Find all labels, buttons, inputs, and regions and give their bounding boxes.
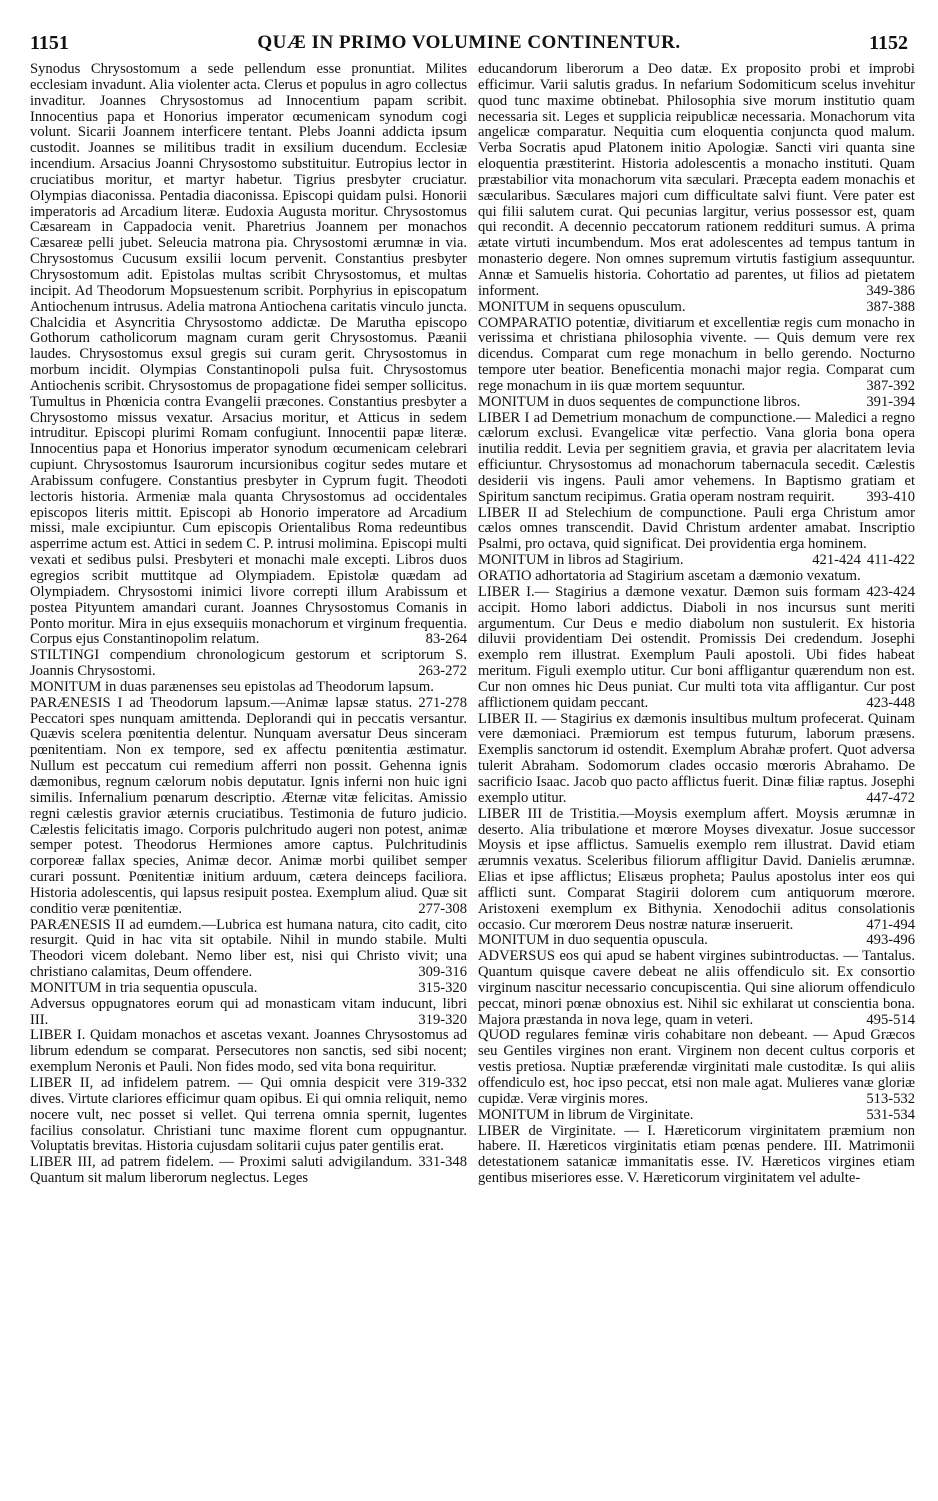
index-entry [478, 411, 915, 506]
entry-text: PARÆNESIS II ad eumdem.—Lubrica est humana natura, cito cadit, cito resurgit. Quid in hac vita sit optabile. Nihil in mundo stabile. Multi Theodori vicem dolebant. Nemo liber est, nisi qui Christo vivit; una christiano calamitas, Deum offendere. [30, 916, 467, 981]
entry-pages: 319-332 [418, 1075, 467, 1091]
entry-pages: 423-448 [866, 694, 915, 711]
page-header [0, 0, 938, 54]
entry-text: MONITUM in duas parænenses seu epistolas ad Theodorum lapsum. [30, 678, 434, 695]
index-entry [478, 933, 915, 949]
entry-pages: 331-348 [418, 1154, 467, 1171]
index-entry [478, 553, 915, 569]
index-entry [478, 807, 915, 934]
entry-pages: 393-410 [866, 488, 915, 505]
entry-pages: 277-308 [418, 900, 467, 917]
entry-text: QUOD regulares feminæ viris cohabitare non debeant. — Apud Græcos seu Gentiles virgines non erant. Virginem non decent cultus corporis et vestis pretiosa. Nuptiæ præferendæ virginitati male custoditæ. Is qui aliis offendiculo est, hoc ipso peccat, etsi non male agat. Mulieres vanæ gloriæ cupidæ. Veræ virginis mores. [478, 1027, 915, 1107]
entry-text: LIBER II, ad infidelem patrem. — Qui omnia despicit vere dives. Virtute clariores efficimur quam opibus. Ei qui omnia reliquit, nemo nocere vult, nec posset si vellet. Qui terrena omnia spernit, lugentes facilius consolatur. Christiani tunc maxime florent cum oppugnantur. Voluptatis brevitas. Historia cujusdam solitarii cujus pater gentilis erat. [30, 1075, 467, 1155]
entry-text: LIBER III de Tristitia.—Moysis exemplum affert. Moysis ærumnæ in deserto. Alia tribulatione et mœrore Moyses divexatur. Josue successor Moysis et ipse afflictus. Samuelis exemplo rem illustrat. David etiam ærumnis vexatus. Sceleribus filiorum affligitur David. Danielis ærumnæ. Elias et ipse afflictus; Elisæus propheta; Paulus apostolus inter eos qui afflicti sunt. Comparat Stagirii dolorem cum antiquorum mœrore. Aristoxeni exemplum ex Bithynia. Xenodochii aditus consolationis occasio. Cur mœrorem Deus nostræ naturæ inseruerit. [478, 805, 915, 933]
entry-text: Adversus oppugnatores eorum qui ad monasticam vitam inducunt, libri III. [30, 995, 467, 1028]
entry-text: LIBER de Virginitate. — I. Hæreticorum virginitatem præmium non habere. II. Hæreticos virginitatis etiam pœnas pendere. III. Matrimonii detestationem satanicæ immanitatis esse. IV. Hæreticos virgines etiam gentibus miseriores esse. V. Hæreticorum virginitatem vel adulte- [478, 1122, 915, 1187]
index-entry [478, 585, 915, 712]
entry-pages: 421-424 [812, 552, 861, 569]
entry-pages: 513-532 [866, 1090, 915, 1107]
right-column [478, 62, 915, 1187]
index-entry [30, 678, 467, 711]
entry-text: LIBER II. — Stagirius ex dæmonis insultibus multum profecerat. Quinam vere dæmoniaci. Præmiorum est tempus futurum, laborum præsens. Exemplis sanctorum id ostendit. Exemplum Abrahæ profert. Quot adversa tulerit Abraham. Sodomorum clades occasio mœroris Abrahamo. De sacrificio Isaac. Jacob quo pacto afflictus fuerit. Dinæ filiæ raptus. Josephi exemplo utitur. [478, 710, 915, 806]
entry-text: MONITUM in duo sequentia opuscula. [478, 932, 708, 949]
entry-pages: 387-388 [866, 298, 915, 315]
entry-pages: 349-386 [866, 282, 915, 299]
entry-pages: 531-534 [866, 1106, 915, 1123]
index-entry [30, 648, 467, 680]
index-entry [30, 918, 467, 981]
index-entry [478, 300, 915, 316]
entry-text: ADVERSUS eos qui apud se habent virgines subintroductas. — Tantalus. Quantum quisque cavere debeat ne aliis offendiculo sit. Ex consortio virginum nascitur necessario concupiscentia. Qui sine aliorum offendiculo peccat, minori pœnæ obnoxius est. Nihil sic exhilarat ut conscientia bona. Majora præstanda in nova lege, quam in veteri. [478, 948, 915, 1028]
entry-pages: 495-514 [866, 1011, 915, 1028]
entry-pages: 411-422 [866, 552, 915, 569]
entry-text: MONITUM in libros ad Stagirium. [478, 552, 684, 569]
entry-pages: 387-392 [866, 377, 915, 394]
index-entry [478, 712, 915, 807]
page-number-left: 1151 [30, 32, 69, 54]
entry-pages: 263-272 [418, 663, 467, 680]
entry-pages: 315-320 [418, 979, 467, 996]
page-number-right: 1152 [869, 32, 908, 54]
left-column [30, 62, 467, 1187]
index-entry [478, 1028, 915, 1107]
entry-pages: 423-424 [866, 583, 915, 600]
index-entry [30, 696, 467, 918]
entry-text: ORATIO adhortatoria ad Stagirium ascetam a dæmonio vexatum. [478, 568, 861, 584]
entry-pages: 319-320 [418, 1011, 467, 1028]
entry-pages: 493-496 [866, 932, 915, 949]
entry-pages: 309-316 [418, 964, 467, 981]
entry-text: LIBER III, ad patrem fidelem. — Proximi saluti advigilandum. Quantum sit malum liberorum neglectus. Leges [30, 1154, 413, 1187]
entry-pages: 391-394 [866, 393, 915, 410]
index-entry [478, 62, 915, 300]
index-entry [478, 395, 915, 411]
entry-text: educandorum liberorum a Deo datæ. Ex proposito probi et improbi efficimur. Varii salutis gradus. In nefarium Sodomiticum scelus invehitur quod tunc maxime obtinebat. Philosophia sive morum institutio quam necessaria sit. Leges et supplicia reipublicæ necessaria. Monachorum vita angelicæ comparatur. Nequitia cum eloquentia conjuncta quod malum. Verba Socratis apud Platonem initio Apologiæ. Sancti viri quanta sine eloquentia præstiterint. Historia adolescentis a monacho instituti. Quam præstabilior vita monachorum vita sæculari. Præcepta eadem monachis et sæcularibus. Sæculares majori cum difficultate salvi fiunt. Vere pater est qui filii salutem curat. Qui pecunias largitur, verius possessor est, quam qui recondit. A decennio peccatorum rationem reddituri sumus. A prima ætate virtuti incumbendum. Mos erat adolescentes ad tempus tantum in monasterio degere. Non omnes supremum virtutis fastigium assequuntur. Annæ et Samuelis historia. Cohortatio ad parentes, ut filios ad pietatem informent. [478, 61, 915, 299]
index-entry [30, 981, 467, 997]
entry-text: COMPARATIO potentiæ, divitiarum et excellentiæ regis cum monacho in verissima et christiana philosophia viventе. — Quis demum vere rex dicendus. Comparat cum rege monachum in bello gerendo. Nocturno tempore uter beatior. Beneficentia monachi major regia. Comparat cum rege monachum in iis quæ mortem sequuntur. [478, 314, 915, 394]
index-entry [30, 997, 467, 1029]
entry-text: MONITUM in duos sequentes de compunctione libros. [478, 393, 801, 410]
entry-text: STILTINGI compendium chronologicum gestorum et scriptorum S. Joannis Chrysostomi. [30, 647, 467, 680]
index-entry [478, 949, 915, 1028]
entry-pages: 471-494 [866, 916, 915, 933]
entry-text: Synodus Chrysostomum a sede pellendum esse pronuntiat. Milites ecclesiam invadunt. Alia violenter acta. Clerus et populus in agro collectus invaditur. Joannes Chrysostomus ad Innocentium papam scribit. Innocentius papa et Honorius imperator œcumenicam synodum cogi volunt. Sicarii Joannem interficere tentant. Plebs Joanni addicta ipsum custodit. Joannes se militibus tradit in exsilium ducendum. Ecclesiæ incendium. Arsacius Joanni Chrysostomo substituitur. Eutropius lector in cruciatibus moritur, et martyr habetur. Tigrius presbyter cruciatur. Olympias diaconissa. Pentadia diaconissa. Episcopi quidam pulsi. Honorii imperatoris ad Arcadium literæ. Eudoxia Augusta moritur. Chrysostomus Cæsaream in Cappadocia venit. Pharetrius Joannem per monachos Cæsareæ pelli jubet. Seleucia matrona pia. Chrysostomi ærumnæ in via. Chrysostomus Cucusum exsilii locum pervenit. Constantius presbyter Chrysostomum adit. Epistolas multas scribit Chrysostomus, et multas incipit. Ad Theodorum Mopsuestenum scribit. Porphyrius in episcopatum Antiochenum intrusus. Adelia matrona Antiochena caritatis vinculo juncta. Chalcidia et Asyncritia Chrysostomo addictæ. De Marutha episcopo Gothorum catholicorum magnam curam gerit Chrysostomus. Pæanii laudes. Chrysostomus exsul gregis sui curam gerit. Chrysostomus in morbum incidit. Olympias Constantinopoli pulsa fuit. Chrysostomus Antiochenis scribit. Chrysostomus de propagatione fidei semper sollicitus. Tumultus in Phœnicia contra Evangelii præcones. Constantius presbyter a Chrysostomo missus vexatur. Arsacius moritur, et Atticus in sedem intruditur. Episcopi plurimi Romam confugiunt. Innocentii papæ literæ. Innocentius papa et Honorius imperator synodum œcumenicam celebrari cupiunt. Chrysostomus Isaurorum incursionibus cogitur sedes mutare et Arabissum confugere. Constantius presbyter in Cyprum fugit. Theodoti lectoris historia. Armeniæ mala quanta Chrysostomus ad occidentales episcopos literis mittit. Episcopi ab Honorio imperatore ad Arcadium missi, male excipiuntur. Cum episcopis Orientalibus Roma redeuntibus asperrime actum est. Attici in sedem C. P. intrusi molimina. Episcopi multi vexati et sedibus pulsi. Presbyteri et monachi male excepti. Libros duos egregios scribit muttitque ad Olympiadem. Epistolæ quædam ad Olympiadem. Chrysostomi inimici livore correpti illum Arabissum et postea Pityuntem amandari curant. Joannes Chrysostomus Comanis in Ponto moritur. Mira in ejus exsequiis monachorum et virginum frequentia. Corpus ejus Constantinopolim relatum. [30, 61, 467, 648]
entry-text: LIBER II ad Stelechium de compunctione. Pauli erga Christum amor cælos omnes transcendit. David Christum ardenter amabat. Inscriptio Psalmi, pro octava, quid significat. Dei providentia erga hominem. [478, 504, 915, 553]
entry-text: LIBER I.— Stagirius a dæmone vexatur. Dæmon suis formam accipit. Homo labori addictus. Diaboli in nos incursus sunt meriti argumentum. Cur Deus e medio diabolum non sustulerit. Ex historia diluvii providentiam Dei ostendit. Promissis Dei credendum. Josephi exemplo rem illustrat. Exemplum Pauli apostoli. Ubi fides habeat meritum. Figuli exemplo utitur. Cur boni affligantur quærendum non est. Cur non omnes hic Deus puniat. Cur multi tota vita affligantur. Cur post afflictionem quidam peccant. [478, 583, 915, 711]
index-entry [478, 568, 915, 600]
index-entry [30, 1155, 467, 1187]
index-entry [30, 62, 467, 648]
entry-text: PARÆNESIS I ad Theodorum lapsum.—Animæ lapsæ status. Peccatori spes nunquam amittenda. Deplorandi qui in peccatis versantur. Quævis scelera pœnitentia delentur. Nunquam aversatur Deus sinceram pœnitentiam. Non ex tempore, sed ex affectu pœnitentia æstimatur. Nullum est peccatum cui remedium afferri non possit. Gehenna ignis dæmonibus, regnum cælorum nobis deputatur. Ignis inferni non huic igni similis. Infernalium pœnarum descriptio. Æternæ vitæ felicitas. Amissio regni cælestis gravior æternis cruciatibus. Testimonia de futuro judicio. Cælestis felicitatis imago. Corporis pulchritudo augeri non potest, animæ semper potest. Theodorus Hermiones amore captus. Pulchritudinis corporeæ fallax species, Animæ decor. Animæ morbi quilibet semper curari possunt. Pœnitentiæ initium arduum, cætera deinceps faciliora. Historia adolescentis, qui lapsus resipuit postea. Exemplum aliud. Quæ sit conditio veræ pœnitentiæ. [30, 694, 467, 917]
entry-pages: 447-472 [866, 789, 915, 806]
entry-text: LIBER I ad Demetrium monachum de compunctione.— Maledici a regno cælorum exclusi. Evangelicæ vitæ perfectio. Vana gloria bona opera inutilia reddit. Levia per segnitiem gravia, et gravia per alacritatem levia efficiuntur. Chrysostomus ad monachorum tabernacula secedit. Cælestis desiderii vis ingens. Pauli amor vehemens. In Baptismo gratiam et Spiritum sanctum recipimus. Gratia operam nostram requirit. [478, 409, 915, 505]
index-entry [478, 1124, 915, 1187]
running-title: QUÆ IN PRIMO VOLUMINE CONTINENTUR. [257, 32, 681, 53]
entry-text: MONITUM in sequens opusculum. [478, 298, 686, 315]
index-entry [478, 1108, 915, 1124]
entry-text: LIBER I. Quidam monachos et ascetas vexant. Joannes Chrysostomus ad librum edendum se comparat. Persecutores non sanctis, sed sibi nocent; exemplum Neronis et Pauli. Non fides modo, sed vita bona requiritur. [30, 1027, 467, 1076]
entry-pages: 83-264 [425, 631, 467, 648]
entry-pages: 271-278 [418, 694, 467, 711]
entry-text: MONITUM in tria sequentia opuscula. [30, 979, 258, 996]
entry-text: MONITUM in librum de Virginitate. [478, 1106, 694, 1123]
index-entry [478, 316, 915, 395]
index-entry [30, 1027, 467, 1091]
